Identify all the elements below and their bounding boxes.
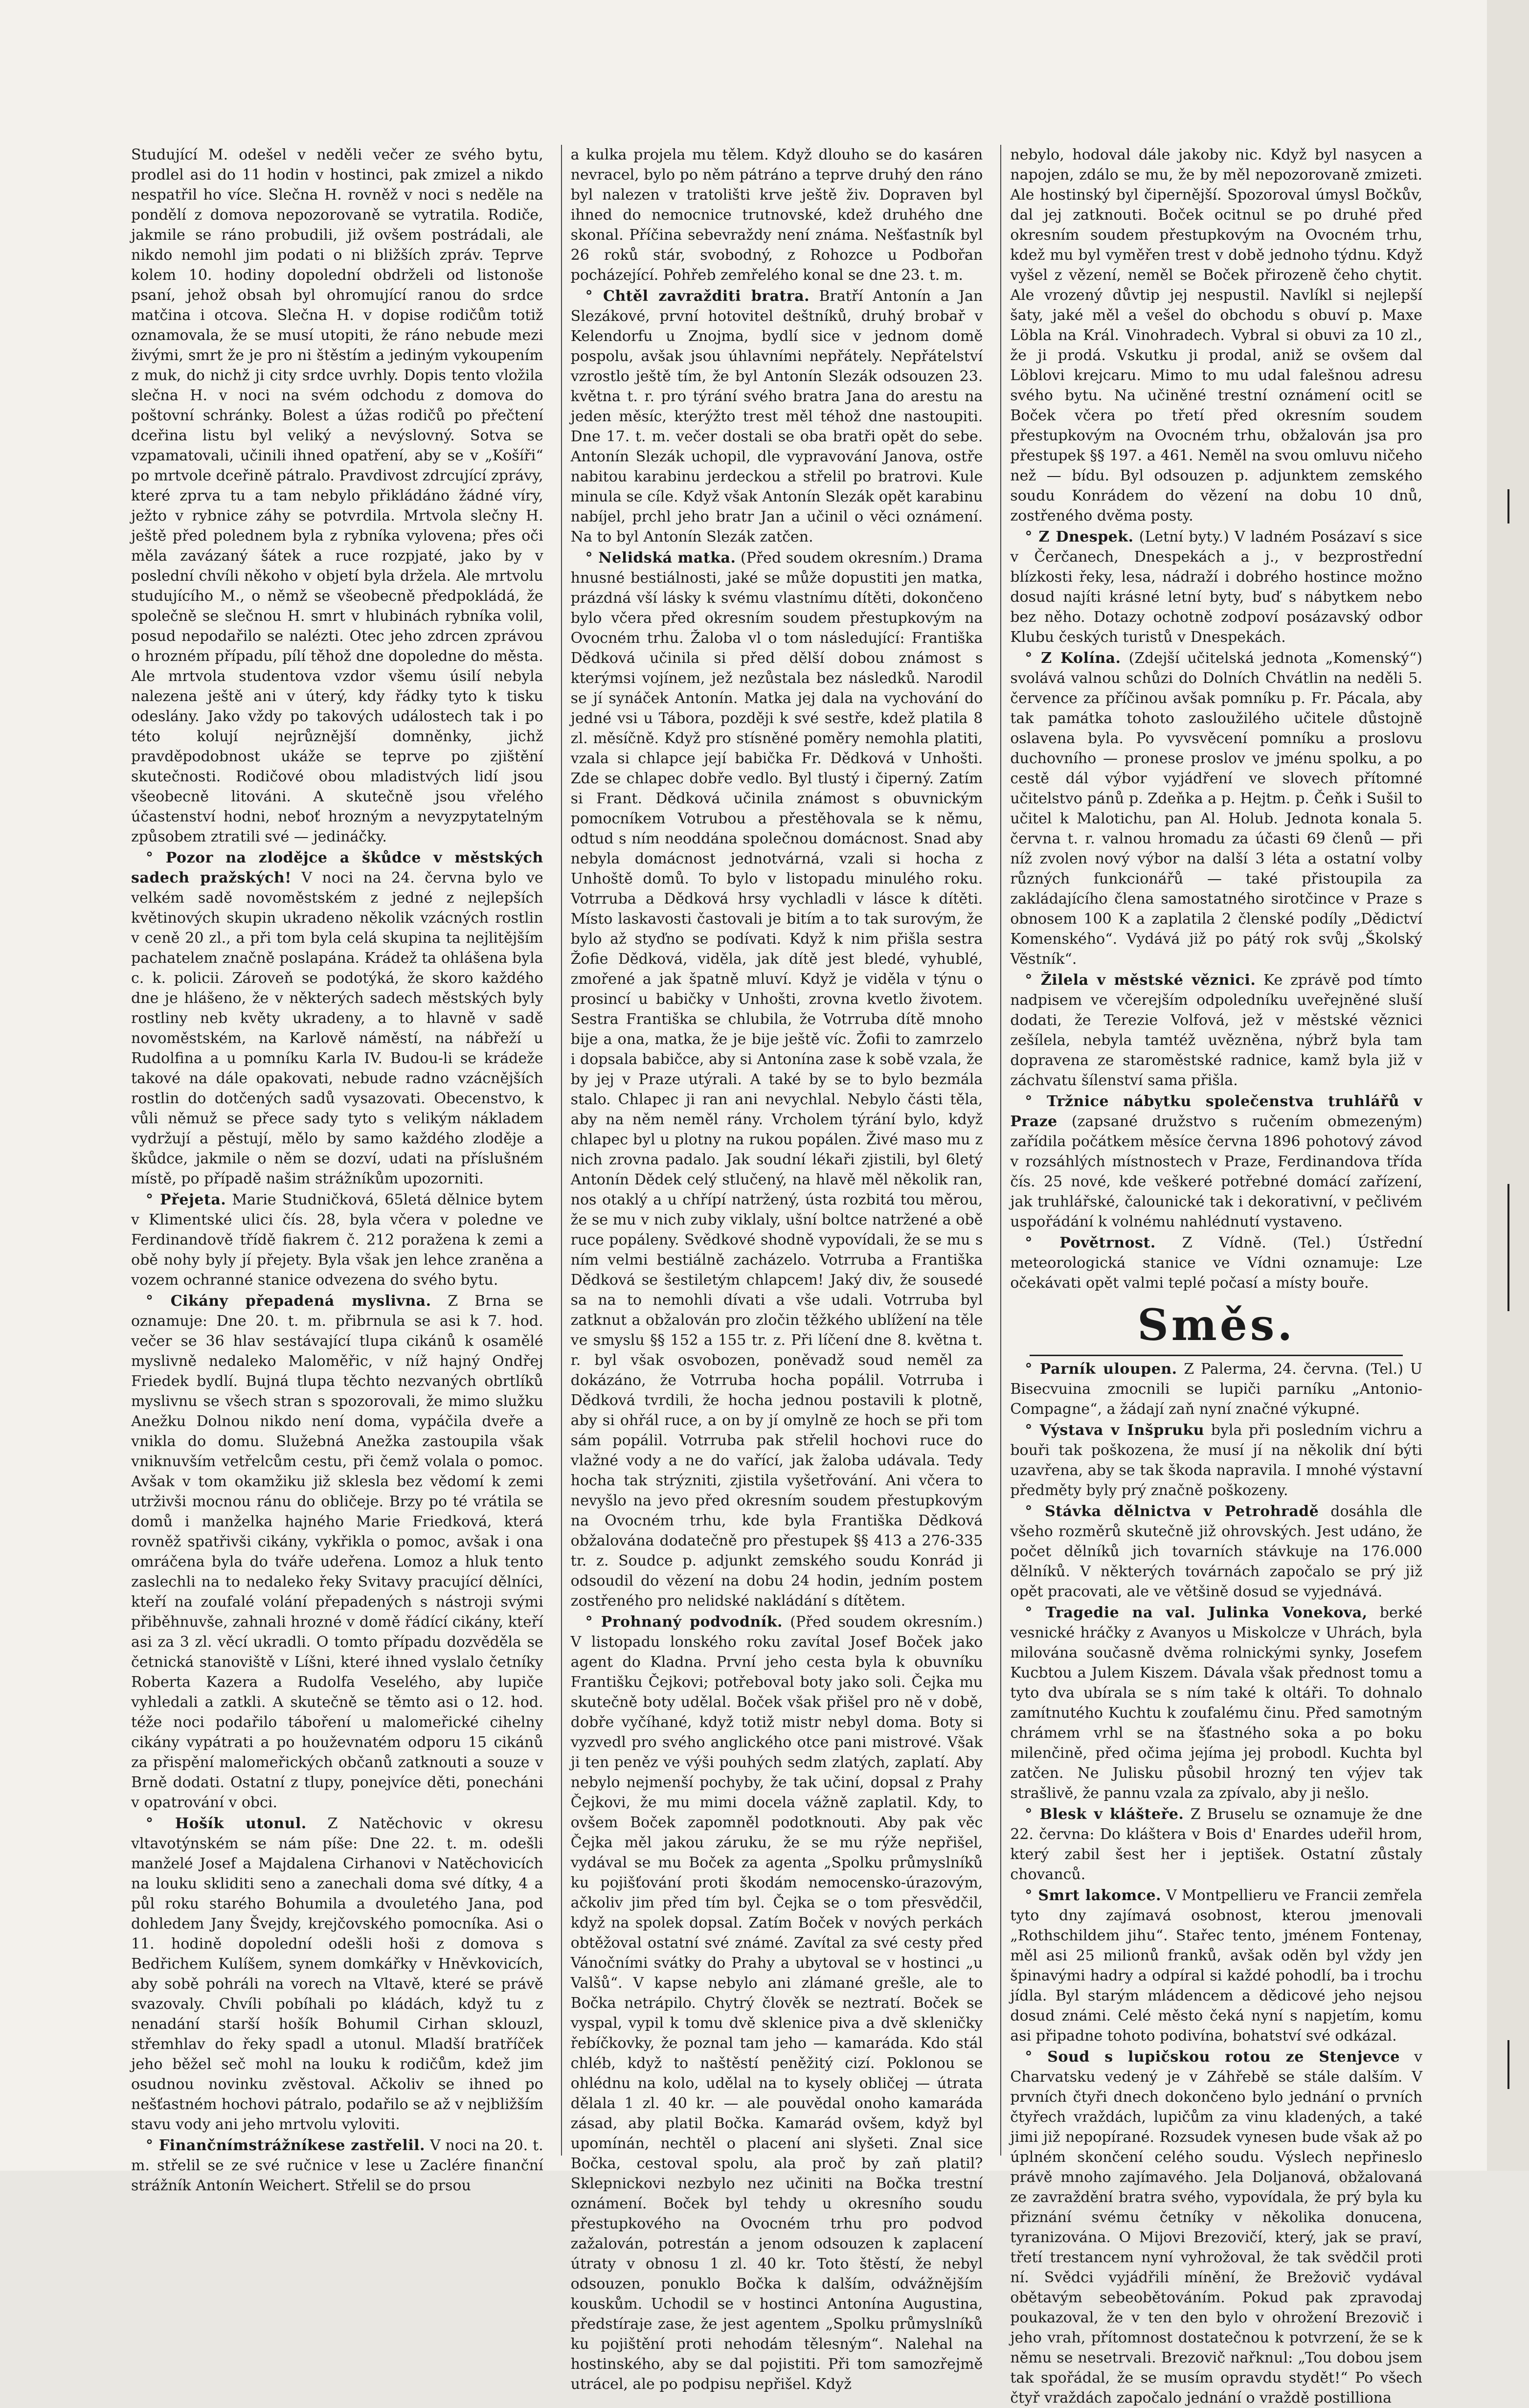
text-columns bbox=[131, 145, 1423, 2407]
page-edge bbox=[1487, 0, 1529, 2171]
article-paragraph bbox=[1010, 970, 1422, 1090]
article-headline: ° Nelidská matka. bbox=[585, 549, 736, 567]
article-body: V noci na 20. t. m. střelil se ze své ručnice v lese u Zaclére finanční strážník Antonín Weichert. Střelil se do prsou bbox=[131, 2137, 543, 2194]
article-headline: ° Z Kolína. bbox=[1025, 650, 1121, 667]
article-body: Z Natěchovic v okresu vltavotýnském se nám píše: Dne 22. t. m. odešli manželé Josef a Majdalena Cirhanovi v Natěchovicích na louku skliditi seno a zanechali doma své dítky, 4 a půl roku starého Bohumila a dvouletého Jana, pod dohledem Jany Švejdy, krejčovského pomocníka. Asi o 11. hodině dopolední odešli hoši z domova s Bedřichem Kulíšem, synem domkářky v Hněvkovicích, aby sobě pohráli na vorech na Vltavě, které se právě svazovaly. Chvíli pobíhali po kládách, když tu z nenadání starší hošík Bohumil Cirhan sklouzl, střemhlav do řeky spadl a utonul. Mladší bratříček jeho běžel seč mohl na louku k rodičům, kdež jim osudnou novinku zvěstoval. Ačkoliv se ihned po nešťastném hochovi pátralo, podařilo se až v nejbližším stavu vody ani jeho mrtvolu vyloviti. bbox=[131, 1815, 543, 2133]
article-body: (Zdejší učitelská jednota „Komenský“) svolává valnou schůzi do Dolních Chvátlin na neděli 5. července za příčinou avšak pomníku p. Fr. Pácala, aby tak památka tohoto zasloužilého učitele důstojně oslavena byla. Po vyvsvěcení pomníku a proslovu duchovního — pronese proslov ve jménu spolku, a po cestě dál výbor vyjádření ve slovech přítomné učitelstvo pánů p. Zdeňka a p. Hejtm. p. Čeňk i Sušil to učitel k Malotichu, pan Al. Holub. Jednota konala 5. června t. r. valnou hromadu za účasti 69 členů — při níž zvolen nový výbor na další 3 léta a ostatní volby různých funkcionářů — také přistoupila za zakládajícího člena samostatného sirotčince v Praze s obnosem 100 K a zaplatila 2 členské podíly „Dědictví Komenského“. Vydává již po pátý rok svůj „Školský Věstník“. bbox=[1010, 650, 1423, 968]
article-headline: ° Parník uloupen. bbox=[1025, 1361, 1177, 1378]
article-paragraph bbox=[1010, 145, 1422, 526]
article-paragraph bbox=[1010, 1501, 1422, 1602]
article-paragraph bbox=[131, 1814, 543, 2135]
column-middle bbox=[561, 145, 983, 2393]
article-paragraph bbox=[131, 848, 543, 1189]
article-headline: ° Žilela v městské věznici. bbox=[1025, 972, 1256, 989]
article-body: V Montpellieru ve Francii zemřela tyto dny zajímavá osobnost, kterou jmenovali „Rothschildem jihu“. Stařec tento, jménem Fontenay, měl asi 25 milionů franků, avšak oděn byl vždy jen špinavými hadry a odpíral si každé pohodlí, ba i trochu jídla. Byl starým mládencem a dědicové jeho nejsou dosud známi. Celé město čeká nyní s napjetím, komu asi připadne tohoto podivína, bohatství své odkázal. bbox=[1010, 1887, 1423, 2045]
article-paragraph bbox=[571, 1612, 983, 2394]
article-headline: ° Pozor na zlodějce a škůdce v městských sadech pražských! bbox=[131, 849, 543, 886]
article-body: nebylo, hodoval dále jakoby nic. Když byl nasycen a napojen, zdálo se mu, že by měl nepozorovaně zmizeti. Ale hostinský byl čipernější. Spozoroval úmysl Bočkův, dal jej zatknouti. Boček ocitnul se po druhé před okresním soudem přestupkovým na Ovocném trhu, kdež mu byl vyměřen trest v době jednoho týdnu. Když vyšel z vězení, neměl se Boček přirozeně čeho chytit. Ale vrozený důvtip jej nespustil. Navlíkl si nejlepší šaty, jaké měl a vešel do obchodu s obuví p. Maxe Löbla na Král. Vinohradech. Vybral si obuvi za 10 zl., že ji prodá. Vskutku ji prodal, aniž se ovšem dal Löblovi krejcaru. Mimo to mu udal falešnou adresu svého bytu. Na učiněné trestní oznámení ocitl se Boček včera po třetí před okresním soudem přestupkovým na Ovocném trhu, obžalován jsa pro přestupek §§ 197. a 461. Neměl na svou omluvu ničeho než — bídu. Byl odsouzen p. adjunktem zemského soudu Konrádem do vězení na dobu 10 dnů, zostřeného dvěma posty. bbox=[1010, 146, 1423, 524]
article-headline: ° Soud s lupičskou rotou ze Stenjevce bbox=[1025, 2048, 1400, 2066]
article-headline: ° Stávka dělnictva v Petrohradě bbox=[1025, 1503, 1319, 1520]
section-heading-smes: Směs. bbox=[1137, 1299, 1296, 1350]
article-paragraph bbox=[131, 145, 543, 847]
edge-mark bbox=[1507, 1184, 1509, 1311]
article-body: v Charvatsku vedený je v Záhřebě se stále dalším. V prvních čtyři dnech dokončeno bylo jednání o prvních čtyřech vraždách, lupičům za vinu kladených, a také jimi již nepopírané. Rozsudek vynesen bude však až po úplném skončení celého soudu. Výslech nepřineslo právě mnoho zajímavého. Jela Doljanová, obžalovaná ze zavraždění bratra svého, vypovídala, že prý byla ku přiznání svému četníky v několika donucena, tyranizována. O Mijovi Brezovičí, který, jak se praví, třetí trestancem nyní vyhrožoval, že tak svědčil proti ní. Svědci vyjádřili mínění, že Brežovič vydával obětavým sebeobětováním. Pokud pak zpravodaj poukazoval, že v ten den bylo v ohrožení Brezovič i jeho vrah, přítomnost dostatečnou k potvrzení, že se k němu se nesetrvali. Brezovič nařknul: „Tou dobou jsem tak spořádal, že se musím opravdu stydět!“ Po všech čtyř vraždách započalo jednání o vraždě postilliona bbox=[1010, 2048, 1423, 2407]
article-paragraph bbox=[1010, 1886, 1422, 2046]
article-body: a kulka projela mu tělem. Když dlouho se do kasáren nevracel, bylo po něm pátráno a teprve druhý den ráno byl nalezen v tratolišti krve ještě živ. Dopraven byl ihned do nemocnice trutnovské, kdež druhého dne skonal. Příčina sebevraždy není známa. Nešťastník byl 26 roků stár, svobodný, z Rohozce u Podbořan pocházející. Pohřeb zemřelého konal se dne 23. t. m. bbox=[570, 146, 983, 284]
article-paragraph bbox=[131, 1291, 543, 1813]
article-body: berké vesnické hráčky z Avanyos u Miskolcze v Uhrách, byla milována současně dvěma rolnickými synky, Josefem Kucbtou a Julem Kiszem. Dávala však přednost tomu a tyto dva ubírala se s ním také k oltáři. To dohnalo zamítnutého Kuchtu k zoufalému činu. Před samotným chrámem vrhl se na šťastného soka a po boku milenčině, před očima jejíma jej probodl. Kuchta byl zatčen. Ne Julisku působil hrozný ten výjev tak strašlivě, že pannu vzala za zpívalo, aby ji nešlo. bbox=[1010, 1604, 1423, 1802]
article-paragraph bbox=[571, 548, 983, 1611]
article-headline: ° Přejeta. bbox=[146, 1191, 226, 1208]
article-body: (Před soudem okresním.) V listopadu lonského roku zavítal Josef Boček jako agent do Kladna. První jeho cesta byla k obuvníku Františku Čejkovi; potřeboval boty jako soli. Čejka mu skutečně boty udělal. Boček však přišel pro ně v době, dobře vyčíhané, když totiž mistr nebyl doma. Boty si vyzvedl pro svého anglického otce pani mistrové. Však ji ten peněz ve výši pouhých sedm zlatých, zaplatí. Aby nebylo nejmenší pochyby, že tak učiní, dopsal z Prahy Čejkovi, že mu mimi docela vážně zaplatil. Kdy, to ovšem Boček zapomněl podotknouti. Aby pak věc Čejka měl jakou záruku, že se mu rýže nepřišel, vydával se mu Boček za agenta „Spolku průmyslníků ku pojišťování proti škodám nemocensko-úrazovým, ačkoliv jim před tím byl. Čejka se o tom přesvědčil, když na spolek dopsal. Zatím Boček v nových perkách obtěžoval ostatní své známé. Zavítal za své cesty před Vánočními svátky do Prahy a ubytoval se v hostinci „u Valšů“. V kapse nebylo ani zlámané grešle, ale to Bočka netrápilo. Chytrý člověk se neztratí. Boček se vyspal, vypil k tomu dvě sklenice piva a dvě skleničky řebíčkovky, že poznal tam jeho — kamaráda. Kdo stál chléb, když to naštěstí peněžitý cizí. Poklonou se ohlédnu na kolo, udělal na to kysely obličej — útrata dělala 1 zl. 40 kr. — ale pouvědal onoho kamaráda zásad, aby platil Bočka. Kamarád ovšem, když byl upomínán, nechtěl o placení ani slyšeti. Znal sice Bočka, cestoval spolu, ala proč by zaň platil? Sklepnickovi nezbylo nez učiniti na Bočka trestní oznámení. Boček byl tehdy u okresního soudu přestupkového na Ovocném trhu pro podvod zažalován, potrestán a jenom odsouzen k zaplacení útraty v obnosu 1 zl. 40 kr. Toto štěstí, že nebyl odsouzen, ponuklo Bočka k dalším, odvážnějším kouskům. Uchodil se v hostinci Antonína Augustina, předstíraje zase, že jest agentem „Spolku průmyslníků ku pojištění proti nehodám tělesným“. Nalehal na hostinského, aby se dal pojistiti. Při tom samozřejmě utrácel, ale po podpisu nepřišel. Když bbox=[570, 1613, 983, 2393]
article-body: dosáhla dle všeho rozměrů skutečně již ohrovských. Jest udáno, že počet dělníků jich tovarních stávkuje na 176.000 dělníků. V některých továrnách započalo se prý již opět pracovati, ale ve většině dosud se vyjednává. bbox=[1010, 1503, 1423, 1600]
article-paragraph bbox=[1010, 1603, 1422, 1803]
article-paragraph bbox=[1010, 648, 1422, 969]
article-paragraph bbox=[571, 286, 983, 547]
article-body: Studující M. odešel v neděli večer ze svého bytu, prodlel asi do 11 hodin v hostinci, pak zmizel a nikdo nespatřil ho více. Slečna H. rovněž v noci s neděle na pondělí z domova nepozorovaně se vytratila. Rodiče, jakmile se ráno probudili, již ovšem postrádali, ale nikdo nemohl jim podati o ni bližších zpráv. Teprve kolem 10. hodiny dopolední obdrželi od listonoše psaní, jehož obsah byl ohromující ranou do srdce matčina i otcova. Slečna H. v dopise rodičům totiž oznamovala, že se musí utopiti, že ráno nebude mezi živými, smrt že je pro ni štěstím a jediným vykoupením z muk, do nichž ji city srdce uvrhly. Dopis tento vložila slečna H. v noci na svém odchodu z domova do poštovní schránky. Bolest a úžas rodičů po přečtení dceřina listu byl veliký a nevýslovný. Sotva se vzpamatovali, učinili ihned opatření, aby se v „Košíři“ po mrtvole dceřině pátralo. Pravdivost zdrcující zprávy, které zprva tu a tam nebylo přikládáno žádné víry, ježto v rybnice záhy se potvrdila. Mrtvola slečny H. ještě před polednem byla z rybníka vylovena; přes oči měla zavázaný šátek a ruce rozpjaté, jako by v poslední chvíli někoho v objetí byla držela. Ale mrtvolu studujícího M., o němž se všeobecně předpokládá, že společně se slečnou H. smrt v hlubinách rybníka volil, posud nepodařilo se nalézti. Otec jeho zdrcen zprávou o hrozném případu, pílí těhož dne dopoledne do města. Ale mrtvola studentova vzdor všemu úsilí nebyla nalezena ještě ani v úterý, kdy řádky tyto k tisku odeslány. Jako vždy po takových událostech tak i po této kolují nejrůznější domněnky, jichž pravděpodobnost ukáže se teprve po zjištění skutečnosti. Rodičové obou mladistvých lidí jsou všeobecně litováni. A skutečně jsou vřelého účastenství hodni, neboť hrozným a nevyzpytatelným způsobem ztratili své — jedináčky. bbox=[131, 146, 543, 845]
edge-mark bbox=[1507, 2040, 1509, 2089]
article-body: Z Vídně. (Tel.) Ústřední meteorologická stanice ve Vídni oznamuje: Lze očekávati opět valmi teplé počasí a místy bouře. bbox=[1010, 1234, 1423, 1292]
article-body: Marie Studničková, 65letá dělnice bytem v Klimentské ulici čís. 28, byla včera v poledne ve Ferdinandově třídě fiakrem č. 212 poražena k zemi a obě nohy byly jí přejety. Byla však jen lehce zraněna a vozem ochranné stanice odvezena do svého bytu. bbox=[131, 1191, 543, 1289]
article-paragraph bbox=[1010, 2047, 1422, 2408]
article-headline: ° Hošík utonul. bbox=[146, 1815, 307, 1832]
article-headline: ° Cikány přepadená myslivna. bbox=[146, 1293, 431, 1310]
article-paragraph bbox=[131, 2135, 543, 2196]
article-headline: ° Blesk v klášteře. bbox=[1025, 1806, 1184, 1823]
article-body: V noci na 24. června bylo ve velkém sadě novoměstském z jedné z nejlepších květinových skupin ukradeno několik vzácných rostlin v ceně 20 zl., a při tom byla celá skupina ta nejlitějším pachatelem značně poslapána. Krádež ta ohlášena byla c. k. policii. Zároveň se podotýká, že skoro každého dne je hlášeno, že v některých sadech městských byly rostliny neb květy ukradeny, a to hlavně v sadě novoměstském, na Karlově náměstí, na nábřeží u Rudolfina a u pomníku Karla IV. Budou-li se krádeže takové na dále opakovati, nebude radno vzácnějších rostlin do dotčených sadů vysazovati. Obecenstvo, k vůli němuž se přece sady tyto s velikým nákladem vydržují a pěstují, mělo by samo každého zloděje a škůdce, jakmile o něm se dozví, udati na příslušném místě, po případě našim strážníkům upozorniti. bbox=[131, 869, 543, 1187]
article-paragraph bbox=[1010, 527, 1422, 647]
article-headline: ° Smrt lakomce. bbox=[1025, 1887, 1162, 1904]
article-body: Ke zprávě pod tímto nadpisem ve včerejším odpoledníku uveřejněné sluší dodati, že Terezie Volfová, jež v městské věznici zešílela, nebyla tamtéž uvězněna, nýbrž byla tam dopravena ze staroměstské radnice, kamž byla již v záchvatu šílenství sama přišla. bbox=[1010, 972, 1423, 1089]
article-body: (Před soudem okresním.) Drama hnusné bestiálnosti, jaké se může dopustiti jen matka, prázdná vší lásky k svému vlastnímu dítěti, dokončeno bylo včera před okresním soudem přestupkovým na Ovocném trhu. Žaloba vl o tom následující: Františka Dědková učinila si před dělší dobou známost s kterýmsi vojínem, jež nezůstala bez následků. Narodil se jí synáček Antonín. Matka jej dala na vychování do jedné vsi u Tábora, později k své sestře, kdež platila 8 zl. měsíčně. Když pro stísněné poměry nemohla platiti, vzala si chlapce její babička Fr. Dědková v Unhošti. Zde se chlapec dobře vedlo. Byl tlustý i čiperný. Zatím si Frant. Dědková učinila známost s obuvnickým pomocníkem Votrubou a přestěhovala se k němu, odtud s ním neoddána společnou domácnost. Snad aby nebyla domácnost jednotvárná, vzali si hocha z Unhoště domů. To bylo v listopadu minulého roku. Votrruba a Dědková hrsy vychladli v lásce k dítěti. Místo laskavosti častovali je bitím a to tak surovým, že bylo až styďno se podívati. Když k nim přišla sestra Žofie Dědková, viděla, jak dítě jest bledé, vyhublé, zmořené a jak špatně mluví. Když je viděla v týnu o prosincí u babičky v Unhošti, zrovna kvetlo životem. Sestra Františka se chlubila, že Votrruba dítě mnoho bije a ona, matka, že je bije ještě víc. Žofii to zamrzelo i dopsala babičce, aby si Antonína zase k sobě vzala, že by jej v Praze utýrali. A také by se to bylo bezmála stalo. Chlapec ji ran ani nevychlal. Nebylo části těla, aby na něm neměl rány. Vrcholem týrání bylo, když chlapec byl u plotny na rukou popálen. Živé maso mu z nich zrovna padalo. Jak soudní lékaři zjistili, byl 6letý Antonín Dědek celý stlučený, na hlavě měl několik ran, nos otaklý a u chřípí natržený, ústa rozbitá tou měrou, že se mu v nich zuby viklaly, ušní boltce natržené a obě ruce popáleny. Svědkové shodně vypovídali, že se mu s ním velmi bestiálně zacházelo. Votrruba a Františka Dědková se šestiletým chlapcem! Jaký div, že sousedé sa na to nemohli dívati a vše udali. Votrruba byl zatknut a obžalován pro zločin těžkého ublížení na těle ve smyslu §§ 152 a 155 tr. z. Při líčení dne 8. května t. r. byl však osvobozen, poněvadž soud neměl za dokázáno, že Votrruba hocha popálil. Votrruba i Dědková tvrdili, že hocha jednou postavili k plotně, aby si ohřál ruce, a on by jí omylně ze hoch se při tom sám popálil. Votrruba pak střelil hochovi ruce do vlažné vody a ne do vařící, jak žaloba udávala. Tedy hocha tak strýzniti, zjistila vyšetřování. Ani včera to nevyšlo na jevo před okresním soudem přestupkovým na Ovocném trhu, kde byla Františka Dědková obžalována dodatečně pro přestupek §§ 413 a 276-335 tr. z. Soudce p. adjunkt zemského soudu Konrád ji odsoudil do vězení na dobu 24 hodin, jedním postem zostřeného pro nelidské nakládání s dítětem. bbox=[570, 549, 983, 1610]
column-left bbox=[131, 145, 543, 2194]
article-body: byla při posledním vichru a bouři tak poškozena, že musí jí na několik dní býti uzavřena, aby se tak škoda napravila. I mnohé výstavní předměty byly prý značně poškozeny. bbox=[1010, 1422, 1423, 1499]
article-body: Z Palerma, 24. června. (Tel.) U Bisecvuina zmocnili se lupiči parníku „Antonio-Compagne“, a žádají zaň nyní značné výkupné. bbox=[1010, 1361, 1423, 1418]
section-rule bbox=[1030, 1355, 1403, 1356]
article-headline: ° Finančnímstrážníkese zastřelil. bbox=[146, 2137, 425, 2154]
article-body: Z Brna se oznamuje: Dne 20. t. m. přibrnula se asi k 7. hod. večer se 36 hlav sestávající tlupa cikánů k osamělé myslivně nedaleko Maloměřic, v níž hajný Ondřej Friedek bydlí. Bujná tlupa těchto nezvaných obrtlíků myslivnu se všech stran s spozorovali, že mimo služku Anežku Dolnou nikdo není doma, vypáčila dveře a vnikla do domu. Služebná Anežka zastoupila však vniknuvším vetřelcům cestu, při čemž volala o pomoc. Avšak v tom okamžiku již sklesla bez vědomí k zemi utrživši mocnou ránu do obličeje. Brzy po té vrátila se domů i manželka hajného Marie Friedková, která rovněž spatřivši cikány, vykřikla o pomoc, avšak i ona omráčena byla do tváře udeřena. Lomoz a hluk tento zaslechli na to nedaleko řeky Svitavy pracující dělníci, kteří na zoufalé volání přepadených s nástroji svými přiběhnuvše, zahnali hrozné v domě řádící cikány, kteří asi za 3 zl. věcí ukradli. O tomto případu dozvěděla se četnická stanoviště v Líšni, které ihned vyslalo četníky Roberta Kazera a Rudolfa Veselého, aby lupiče vyhledali a zatkli. A skutečně se těmto asi o 12. hod. téže noci podařilo táboření u malomeřické cihelny cikány vypátrati a po houževnatém odporu 15 cikánů za přispění malomeřických občanů zatknouti a souze v Brně dodati. Ostatní z tlupy, ponejvíce děti, ponecháni v opatrování v obci. bbox=[131, 1293, 543, 1811]
article-headline: ° Z Dnespek. bbox=[1025, 528, 1134, 545]
article-headline: ° Chtěl zavražditi bratra. bbox=[585, 288, 810, 305]
column-right bbox=[1000, 145, 1423, 2407]
article-paragraph bbox=[1010, 1091, 1422, 1232]
article-paragraph bbox=[1010, 1804, 1422, 1885]
article-headline: ° Prohnaný podvodník. bbox=[585, 1613, 783, 1631]
article-paragraph bbox=[1010, 1359, 1422, 1419]
article-paragraph bbox=[1010, 1233, 1422, 1293]
article-paragraph bbox=[571, 145, 983, 285]
article-body: Z Bruselu se oznamuje že dne 22. června: Do kláštera v Bois d' Enardes udeřil hrom, který zabil šest her i jeptišek. Ostatní zůstaly chovanců. bbox=[1010, 1806, 1423, 1883]
article-body: (zapsané družstvo s ručením obmezeným) zařídila počátkem měsíce června 1896 pohotový závod v rozsáhlých místnostech v Praze, Ferdinandova třída čís. 25 nové, kde veškeré potřebné domácí zařízení, jak truhlářské, čalounické tak i dekorativní, v pečlivém uspořádání k volnému nahlédnutí vystaveno. bbox=[1010, 1113, 1423, 1230]
article-headline: ° Tragedie na val. Julinka Vonekova, bbox=[1025, 1604, 1368, 1621]
article-paragraph bbox=[131, 1190, 543, 1290]
article-headline: ° Výstava v Inšpruku bbox=[1025, 1422, 1205, 1439]
article-body: Bratří Antonín a Jan Slezákové, první hotovitel deštníků, druhý brobař v Kelendorfu u Znojma, bydlí sice v jednom domě pospolu, avšak jsou úhlavními nepřátely. Nepřátelství vzrostlo ještě tím, že byl Antonín Slezák odsouzen 23. května t. r. pro týrání svého bratra Jana do arestu na jeden měsíc, kterýžto trest měl téhož dne nastoupiti. Dne 17. t. m. večer dostali se oba bratři opět do sebe. Antonín Slezák uchopil, dle vypravování Janova, ostře nabitou karabinu jerdeckou a střelil po bratrovi. Kule minula se cíle. Když však Antonín Slezák opět karabinu nabíjel, prchl jeho bratr Jan a učinil o věci oznámení. Na to byl Antonín Slezák zatčen. bbox=[570, 288, 983, 545]
article-body: (Letní byty.) V ladném Posázaví s sice v Čerčanech, Dnespekách a j., v bezprostřední blízkosti řeky, lesa, nádraží i dobrého hostince možno dosud najíti krásné letní byty, buď s nábytkem nebo bez něho. Dotazy ochotně zodpoví posázavský odbor Klubu českých turistů v Dnespekách. bbox=[1010, 528, 1423, 646]
article-paragraph bbox=[1010, 1420, 1422, 1500]
article-headline: ° Povětrnost. bbox=[1025, 1234, 1156, 1251]
edge-mark bbox=[1507, 489, 1509, 523]
article-headline: ° Tržnice nábytku společenstva truhlářů v Praze bbox=[1010, 1093, 1423, 1130]
